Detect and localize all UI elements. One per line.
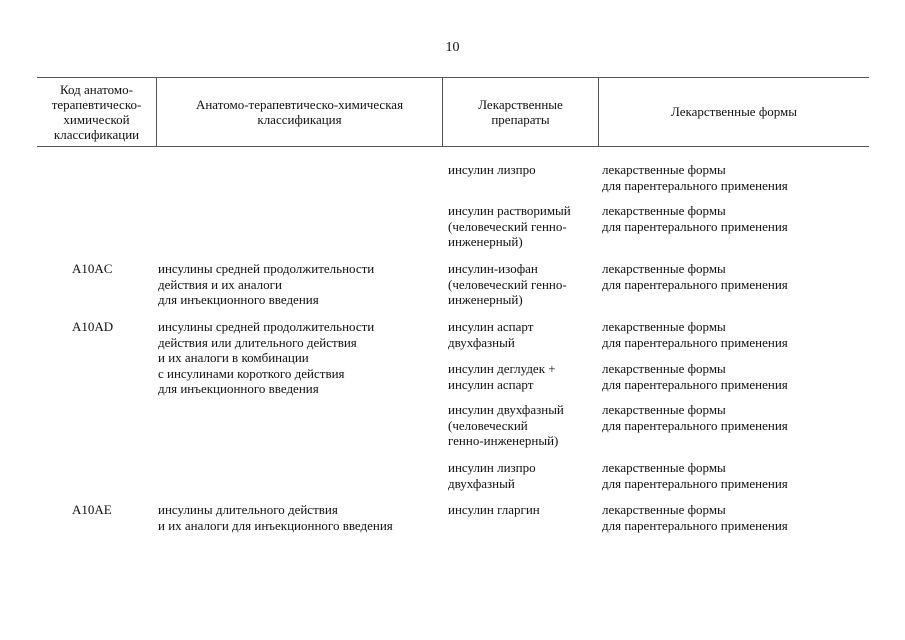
table-header-rule (37, 146, 869, 147)
header-forms: Лекарственные формы (670, 104, 798, 119)
drug-cell: инсулин лизпро (448, 162, 536, 177)
drug-cell: инсулин гларгин (448, 502, 540, 517)
classification-cell: инсулины средней продолжительности действия и их аналоги для инъекционного введения (158, 261, 375, 307)
classification-cell: инсулины длительного действия и их аналоги для инъекционного введения (158, 502, 393, 533)
header-drugs: Лекарственные препараты (478, 96, 563, 127)
page-number: 10 (445, 40, 460, 55)
form-cell: лекарственные формы для парентерального применения (602, 162, 788, 193)
form-cell: лекарственные формы для парентерального применения (602, 502, 788, 533)
drug-cell: инсулин-изофан (человеческий генно- инженерный) (448, 261, 567, 307)
code-cell: A10AD (72, 319, 114, 334)
header-classification: Анатомо-терапевтическо-химическая классификация (195, 96, 404, 127)
classification-cell: инсулины средней продолжительности действия или длительного действия и их аналоги в комбинации с инсулинами короткого действия для инъекционного введения (158, 319, 375, 396)
drug-cell: инсулин растворимый (человеческий генно- инженерный) (448, 203, 571, 249)
form-cell: лекарственные формы для парентерального применения (602, 203, 788, 234)
code-cell: A10AC (72, 261, 113, 276)
drug-cell: инсулин двухфазный (человеческий генно-инженерный) (448, 402, 564, 448)
form-cell: лекарственные формы для парентерального применения (602, 361, 788, 392)
header-code: Код анатомо- терапевтическо- химической классификации (51, 81, 142, 142)
drug-cell: инсулин деглудек + инсулин аспарт (448, 361, 556, 392)
form-cell: лекарственные формы для парентерального применения (602, 261, 788, 292)
form-cell: лекарственные формы для парентерального применения (602, 402, 788, 433)
form-cell: лекарственные формы для парентерального применения (602, 460, 788, 491)
drug-cell: инсулин аспарт двухфазный (448, 319, 534, 350)
drug-cell: инсулин лизпро двухфазный (448, 460, 536, 491)
code-cell: A10AE (72, 502, 112, 517)
form-cell: лекарственные формы для парентерального применения (602, 319, 788, 350)
